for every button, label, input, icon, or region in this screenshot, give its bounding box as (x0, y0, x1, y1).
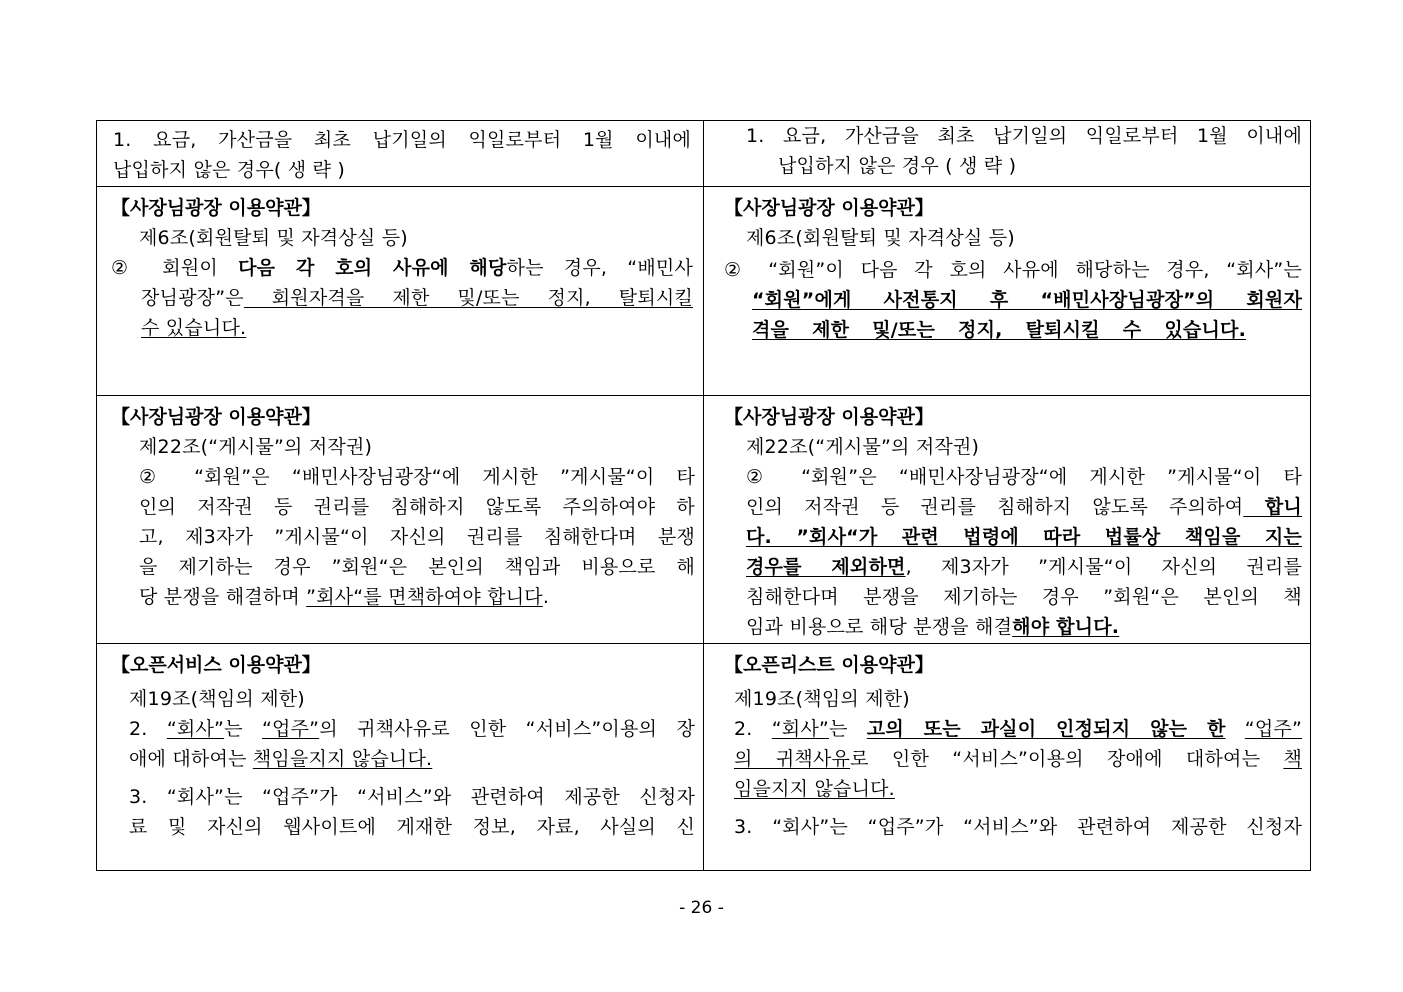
article-title: 제19조(책임의 제한) (129, 688, 305, 710)
text-line: 납입하지 않은 경우( 생 략 ) (113, 159, 345, 181)
text-line: ② “회원”이 다음 각 호의 사유에 해당하는 경우, “회사”는 (724, 259, 1302, 281)
cell-row3-right (704, 396, 1311, 644)
cell-row3-left (97, 396, 704, 644)
table-row (97, 644, 1311, 871)
text-line: ② 회원이 다음 각 호의 사유에 해당하는 경우, “배민사 (111, 257, 694, 279)
text-line: 임과 비용으로 해당 분쟁을 해결해야 합니다. (746, 616, 1120, 638)
cell-row4-right (704, 644, 1311, 871)
text-line: 의 귀책사유로 인한 “서비스”이용의 장애에 대하여는 책 (734, 748, 1302, 770)
text-line: ② “회원”은 “배민사장님광장“에 게시한 ”게시물“이 타 (139, 466, 695, 488)
cell-row4-left (97, 644, 704, 871)
page-number: - 26 - (679, 898, 724, 918)
text-line: 당 분쟁을 해결하며 ”회사“를 면책하여야 합니다. (139, 586, 550, 608)
section-header: 【사장님광장 이용약관】 (111, 197, 321, 219)
cell-row1-left (97, 121, 704, 187)
table-row (97, 187, 1311, 396)
text-line: 수 있습니다. (141, 317, 247, 339)
cell-row2-right (704, 187, 1311, 396)
text-line: 경우를 제외하면, 제3자가 ”게시물“이 자신의 권리를 (746, 556, 1302, 578)
text-line: 1. 요금, 가산금을 최초 납기일의 익일로부터 1월 이내에 (113, 129, 691, 151)
text-line: 료 및 자신의 웹사이트에 게재한 정보, 자료, 사실의 신 (129, 816, 695, 838)
table-row (97, 121, 1311, 187)
article-title: 제22조(“게시물”의 저작권) (746, 436, 980, 458)
text-line: 침해한다며 분쟁을 제기하는 경우 ”회원“은 본인의 책 (746, 586, 1302, 608)
text-line: 격을 제한 및/또는 정지, 탈퇴시킬 수 있습니다. (752, 319, 1246, 341)
section-header: 【사장님광장 이용약관】 (724, 406, 934, 428)
cell-row1-right (704, 121, 1311, 187)
text-line: 장님광장”은 회원자격을 제한 및/또는 정지, 탈퇴시킬 (141, 287, 693, 309)
text-line: 2. “회사”는 고의 또는 과실이 인정되지 않는 한 “업주” (734, 718, 1302, 740)
text-line: 임을지지 않습니다. (734, 778, 895, 800)
article-title: 제22조(“게시물”의 저작권) (139, 436, 373, 458)
section-header: 【오픈리스트 이용약관】 (724, 654, 934, 676)
text-line: 을 제기하는 경우 ”회원“은 본인의 책임과 비용으로 해 (139, 556, 695, 578)
section-header: 【오픈서비스 이용약관】 (111, 654, 321, 676)
cell-row2-left (97, 187, 704, 396)
text-line: “회원”에게 사전통지 후 “배민사장님광장”의 회원자 (752, 289, 1302, 311)
text-line: ② “회원”은 “배민사장님광장“에 게시한 ”게시물“이 타 (746, 466, 1302, 488)
text-line: 인의 저작권 등 권리를 침해하지 않도록 주의하여야 하 (139, 496, 695, 518)
text-line: 다. ”회사“가 관련 법령에 따라 법률상 책임을 지는 (746, 526, 1302, 548)
text-line: 2. “회사”는 “업주”의 귀책사유로 인한 “서비스”이용의 장 (129, 718, 695, 740)
article-title: 제19조(책임의 제한) (734, 688, 910, 710)
comparison-table (96, 120, 1311, 871)
text-line: 3. “회사”는 “업주”가 “서비스”와 관련하여 제공한 신청자 (734, 816, 1302, 838)
section-header: 【사장님광장 이용약관】 (724, 197, 934, 219)
section-header: 【사장님광장 이용약관】 (111, 406, 321, 428)
text-line: 납입하지 않은 경우 ( 생 략 ) (778, 155, 1017, 177)
text-line: 고, 제3자가 ”게시물“이 자신의 권리를 침해한다며 분쟁 (139, 526, 695, 548)
article-title: 제6조(회원탈퇴 및 자격상실 등) (746, 227, 1015, 249)
text-line: 인의 저작권 등 권리를 침해하지 않도록 주의하여 합니 (746, 496, 1302, 518)
article-title: 제6조(회원탈퇴 및 자격상실 등) (139, 227, 408, 249)
text-line: 애에 대하여는 책임을지지 않습니다. (129, 748, 433, 770)
text-line: 3. “회사”는 “업주”가 “서비스”와 관련하여 제공한 신청자 (129, 786, 695, 808)
text-line: 1. 요금, 가산금을 최초 납기일의 익일로부터 1월 이내에 (746, 125, 1302, 147)
table-row (97, 396, 1311, 644)
